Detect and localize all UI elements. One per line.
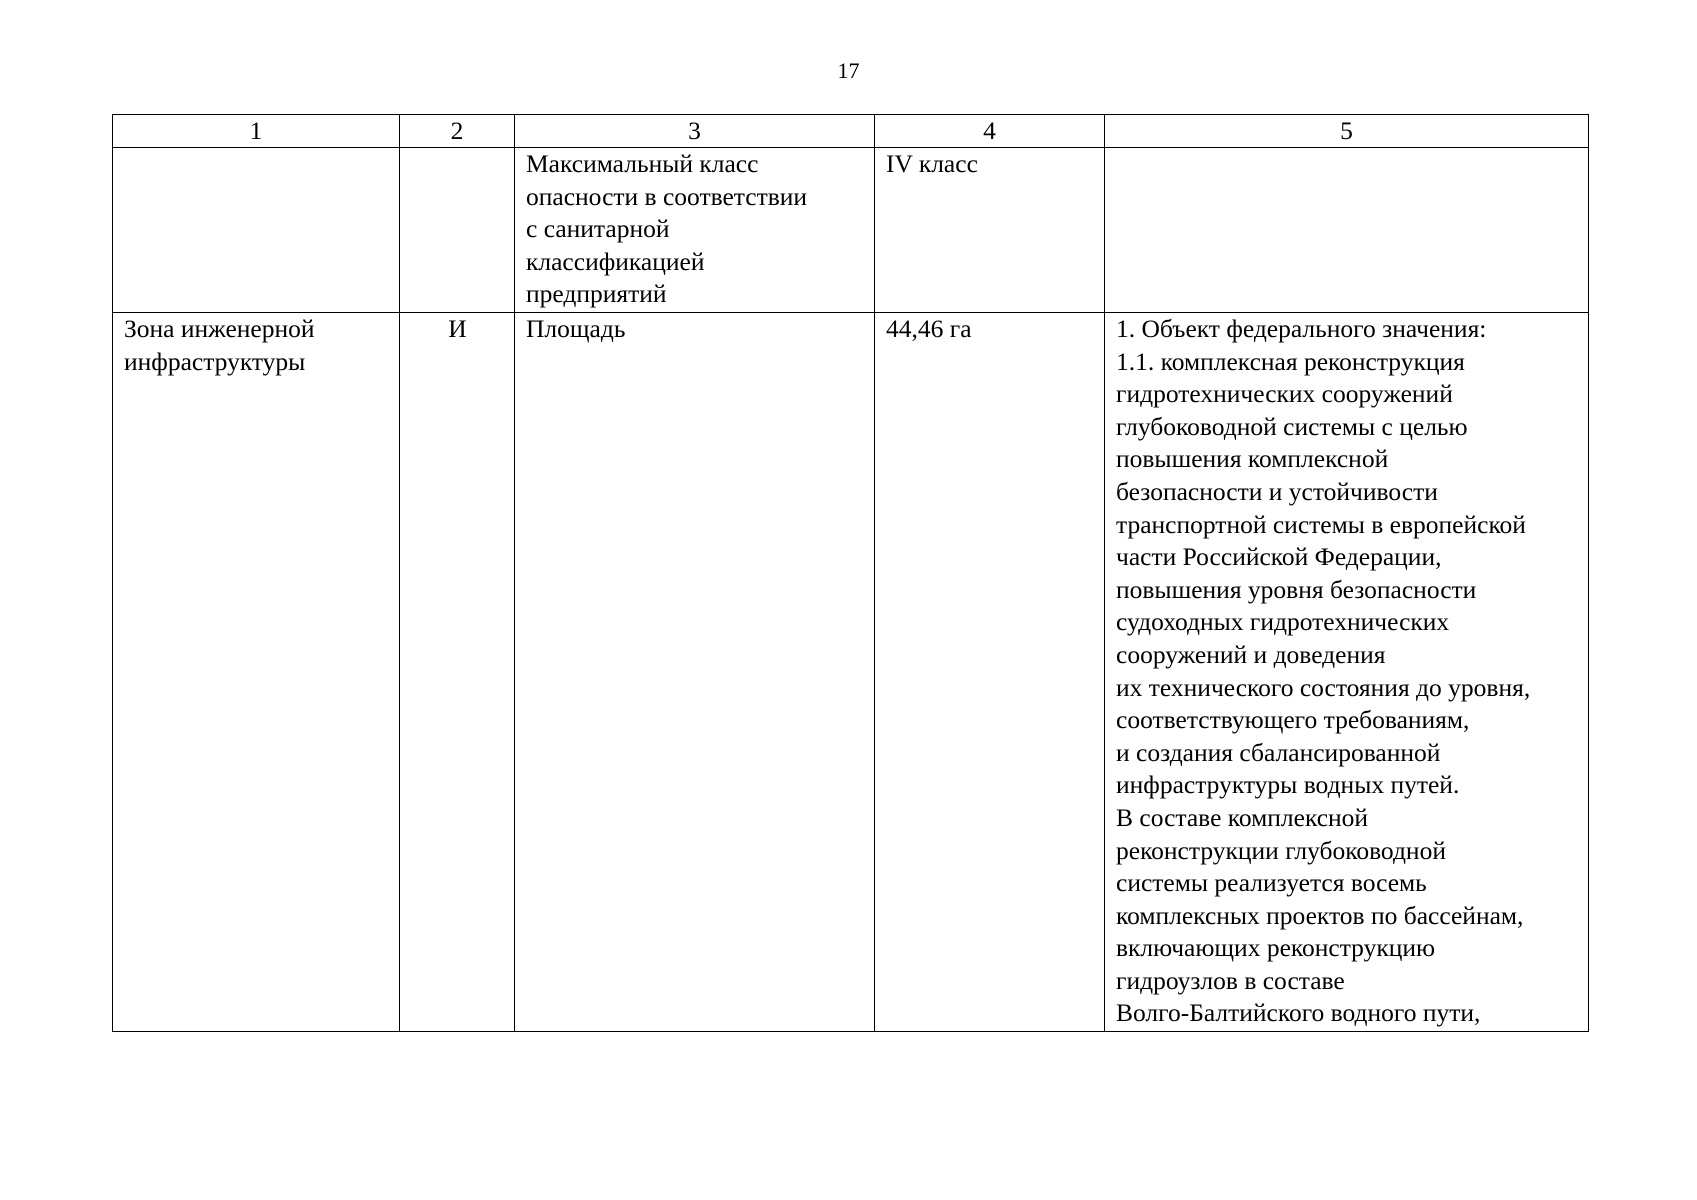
parameter-line: Максимальный класс: [526, 149, 759, 178]
zone-name-line: Зона инженерной: [124, 314, 315, 343]
zone-name-line: инфраструктуры: [124, 346, 306, 376]
objects-line: комплексных проектов по бассейнам,: [1116, 900, 1524, 930]
zone-code-cell: [400, 148, 515, 313]
objects-line: безопасности и устойчивости: [1116, 476, 1438, 506]
objects-line: транспортной системы в европейской: [1116, 509, 1526, 539]
objects-line: соответствующего требованиям,: [1116, 705, 1470, 735]
column-header-2: 2: [400, 115, 515, 148]
objects-cell: [1105, 148, 1589, 313]
objects-line: включающих реконструкцию: [1116, 933, 1436, 963]
objects-line: Волго-Балтийского водного пути,: [1116, 998, 1481, 1028]
objects-line: 1. Объект федерального значения:: [1116, 314, 1487, 343]
objects-cell: [1105, 313, 1589, 1032]
objects-line: инфраструктуры водных путей.: [1116, 770, 1460, 800]
objects-line: системы реализуется восемь: [1116, 868, 1427, 898]
objects-line: реконструкции глубоководной: [1116, 835, 1446, 865]
zone-name-cell: [113, 313, 400, 1032]
parameter-cell: [515, 313, 875, 1032]
objects-line: гидротехнических сооружений: [1116, 379, 1453, 409]
parameter-cell: [515, 148, 875, 313]
column-header-1: 1: [113, 115, 400, 148]
parameter-line: Площадь: [526, 314, 626, 343]
value-cell: 44,46 га: [875, 313, 1105, 1032]
objects-line: сооружений и доведения: [1116, 639, 1386, 669]
objects-line: глубоководной системы с целью: [1116, 411, 1468, 441]
zone-code-cell: И: [400, 313, 515, 1032]
parameter-line: с санитарной: [526, 214, 670, 244]
objects-line: повышения комплексной: [1116, 444, 1389, 474]
column-header-4: 4: [875, 115, 1105, 148]
parameter-line: предприятий: [526, 279, 667, 309]
table-row: [113, 313, 1589, 1032]
objects-line: 1.1. комплексная реконструкция: [1116, 346, 1465, 376]
table-row: [113, 148, 1589, 313]
table-header-row: [113, 115, 1589, 148]
objects-line: и создания сбалансированной: [1116, 737, 1441, 767]
page-number: 17: [837, 58, 860, 83]
column-header-5: 5: [1105, 115, 1589, 148]
objects-line: гидроузлов в составе: [1116, 965, 1345, 995]
zoning-table: [112, 114, 1589, 1032]
objects-line: части Российской Федерации,: [1116, 542, 1442, 572]
objects-line: В составе комплексной: [1116, 802, 1369, 832]
parameter-line: опасности в соответствии: [526, 181, 808, 211]
zone-name-cell: [113, 148, 400, 313]
objects-line: повышения уровня безопасности: [1116, 574, 1477, 604]
column-header-3: 3: [515, 115, 875, 148]
objects-line: их технического состояния до уровня,: [1116, 672, 1531, 702]
value-cell: IV класс: [875, 148, 1105, 313]
parameter-line: классификацией: [526, 246, 705, 276]
objects-line: судоходных гидротехнических: [1116, 607, 1450, 637]
